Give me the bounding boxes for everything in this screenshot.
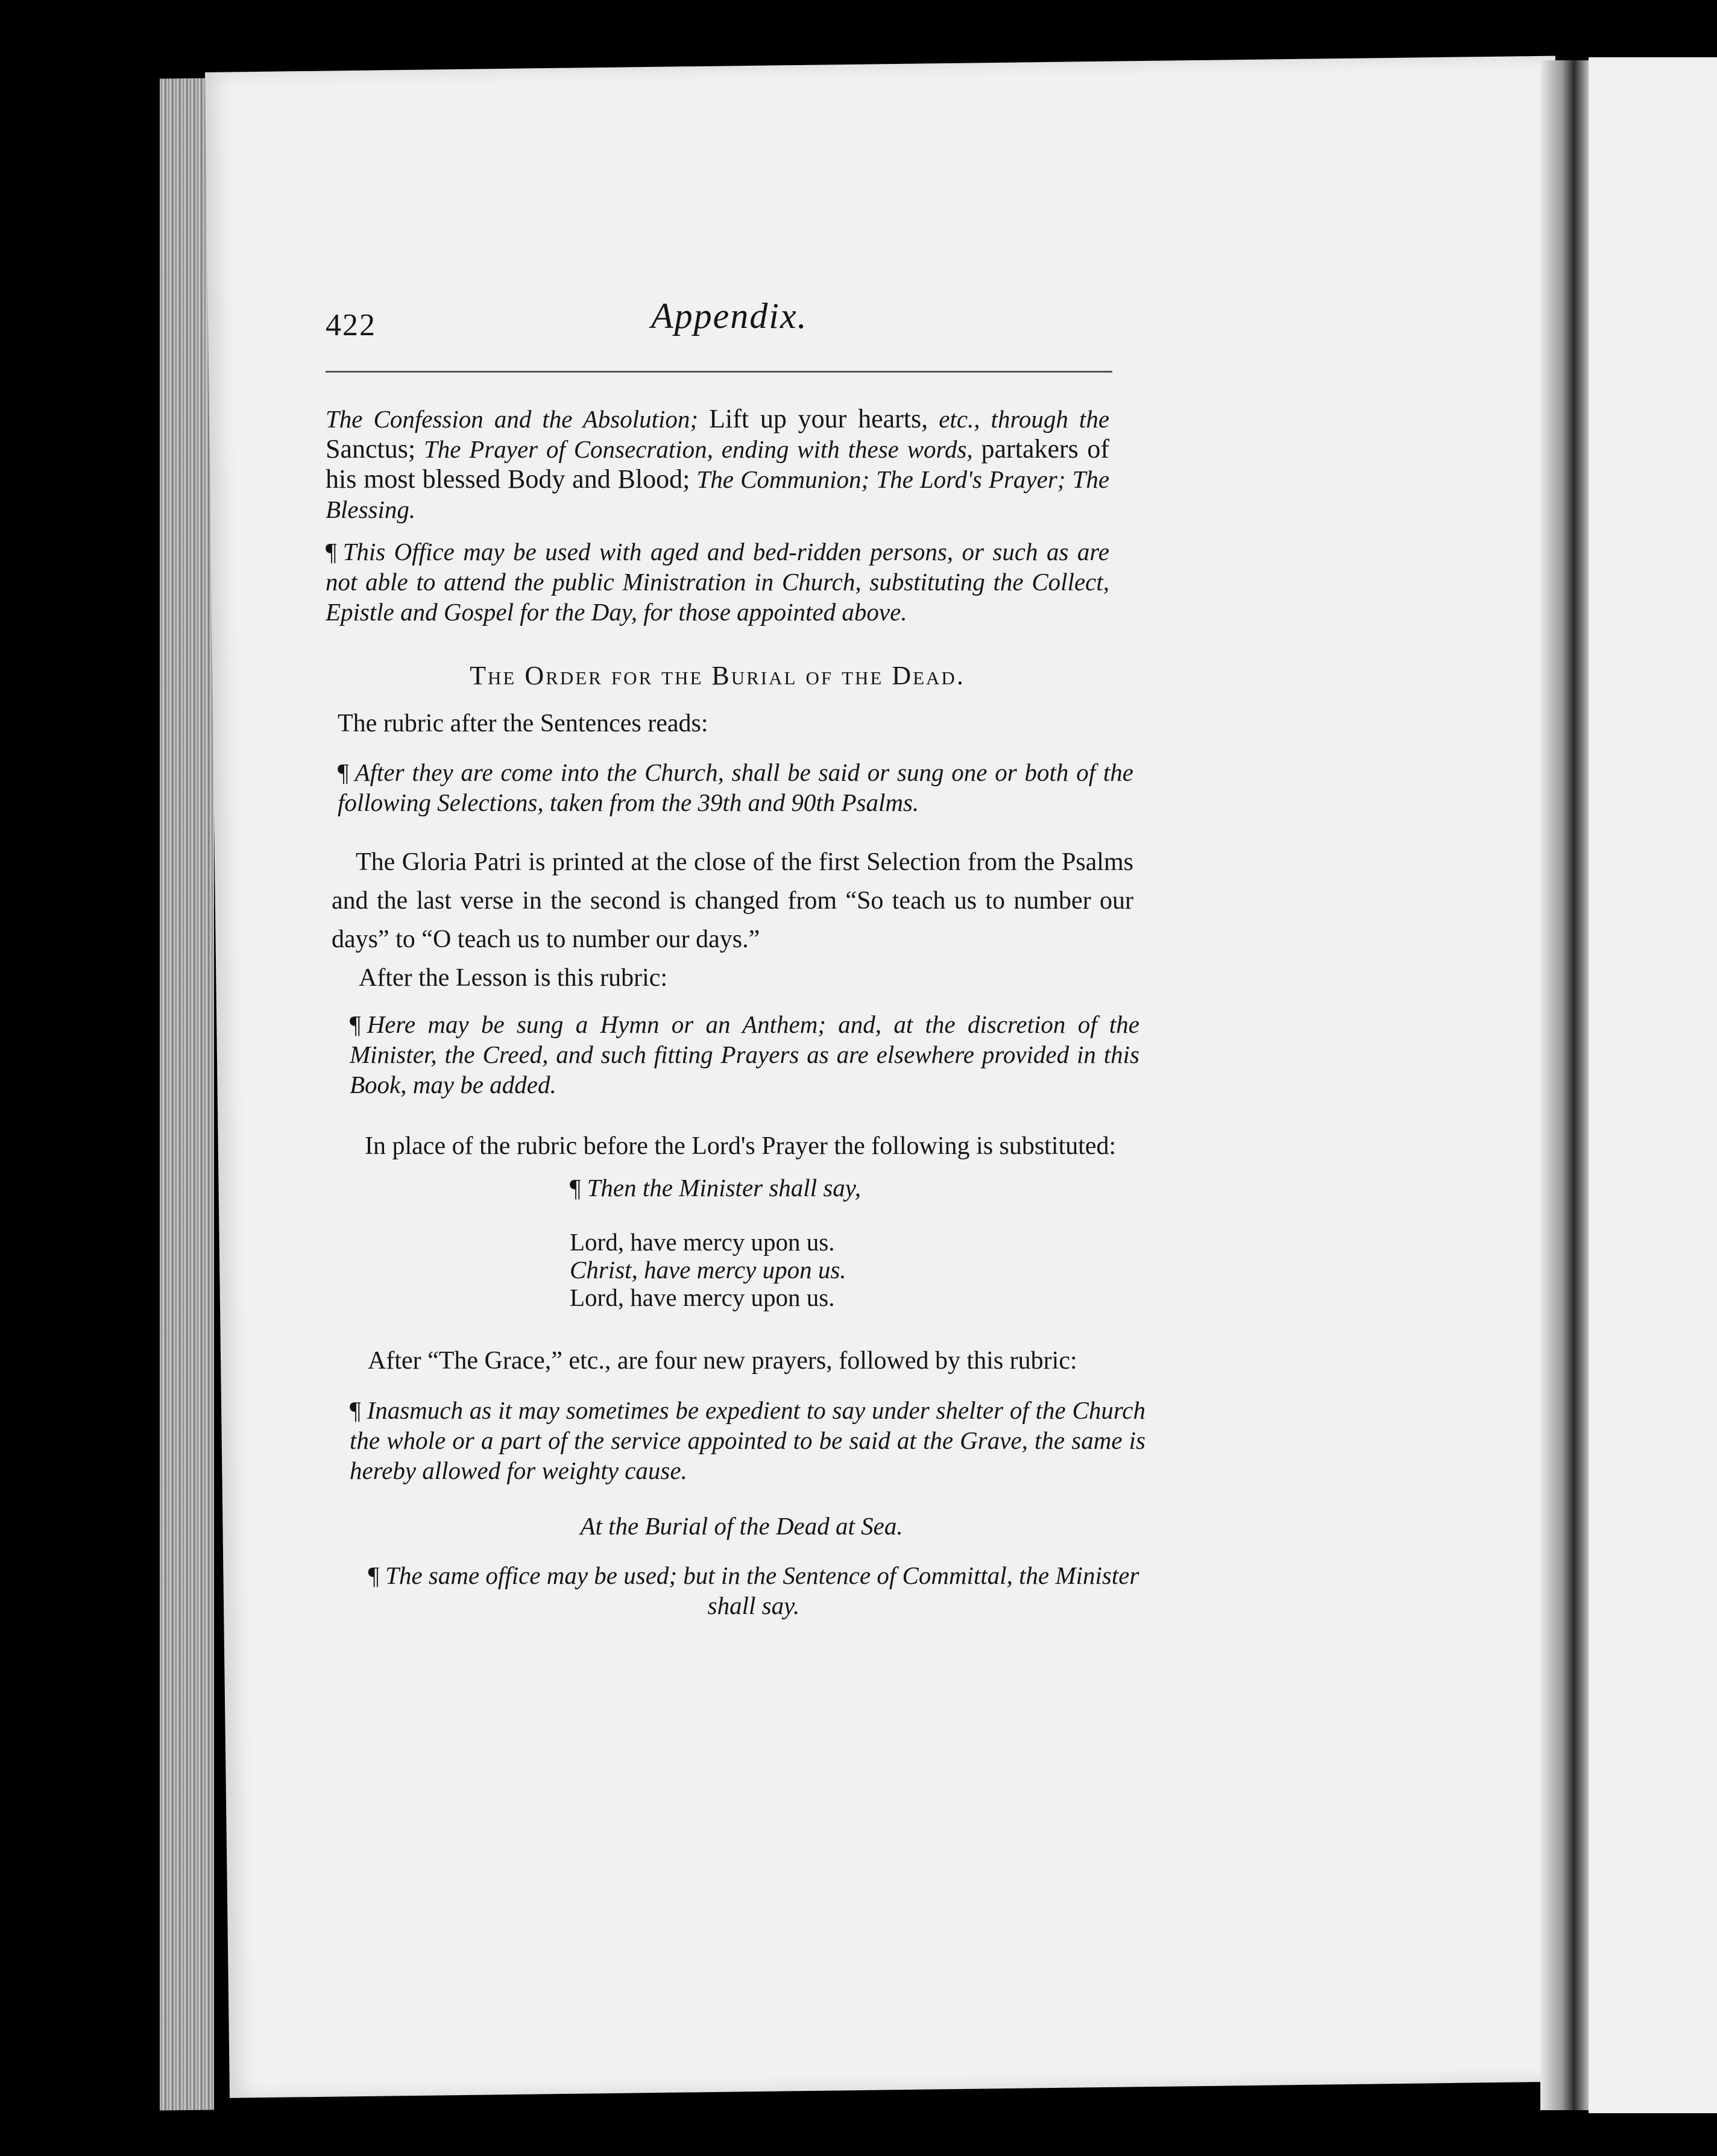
pilcrow-icon: ¶	[350, 1010, 361, 1038]
pilcrow-icon: ¶	[326, 538, 337, 566]
after-lesson-line: After the Lesson is this rubric:	[359, 964, 668, 992]
text-italic: etc., through the	[939, 405, 1110, 433]
rubric-text: Here may be sung a Hymn or an Anthem; and, at the discretion of the Minister, the Creed, and such fitting Prayers as are elsewhere provided in this Book, may be added.	[350, 1010, 1139, 1098]
text-body	[326, 404, 1194, 1621]
text-roman: Lift up your hearts,	[709, 404, 928, 433]
rubric-hymn	[350, 1009, 1139, 1100]
communion-order-paragraph	[326, 404, 1109, 525]
rubric-office	[326, 537, 1109, 627]
header-rule	[326, 371, 1112, 373]
rubric-text: After they are come into the Church, shall be said or sung one or both of the following Selections, taken from the 39th and 90th Psalms.	[338, 758, 1133, 816]
section-heading: The Order for the Burial of the Dead.	[470, 661, 965, 690]
page-header	[326, 235, 1212, 342]
rubric-text: Inasmuch as it may sometimes be expedient to say under shelter of the Church the whole or a part of the service appointed to be said at the Grave, the same is hereby allowed for weighty cause.	[350, 1396, 1145, 1484]
versicle: Christ, have mercy upon us.	[570, 1256, 846, 1284]
page-edges	[160, 78, 214, 2111]
versicle: Lord, have mercy upon us.	[570, 1284, 835, 1311]
after-grace-paragraph: After “The Grace,” etc., are four new prayers, followed by this rubric:	[368, 1347, 1077, 1375]
pilcrow-icon: ¶	[350, 1396, 361, 1424]
versicles	[570, 1228, 1194, 1311]
running-head: Appendix.	[651, 296, 808, 336]
minister-say-rubric	[570, 1171, 1194, 1204]
pilcrow-icon: ¶	[570, 1174, 581, 1202]
page-number: 422	[326, 308, 376, 342]
rubric-inasmuch	[350, 1395, 1145, 1486]
rubric-text: This Office may be used with aged and bed-ridden persons, or such as are not able to attend the public Ministration in Church, substituting the Collect, Epistle and Gospel for the Day, for those appointed above.	[326, 538, 1109, 626]
text-italic: The Confession and the Absolution;	[326, 405, 699, 433]
text-italic: The Prayer of Consecration, ending with these words,	[423, 435, 973, 463]
pilcrow-icon: ¶	[368, 1562, 380, 1589]
gloria-patri-paragraph: The Gloria Patri is printed at the close of the first Selection from the Psalms and the last verse in the second is changed from “So teach us to number our days” to “O teach us to number our days.”	[332, 848, 1133, 953]
rubric-text: Then the Minister shall say,	[587, 1174, 861, 1202]
pilcrow-icon: ¶	[338, 758, 349, 786]
sentences-intro: The rubric after the Sentences reads:	[338, 710, 708, 737]
page-content	[326, 235, 1212, 1619]
text-roman: Sanctus;	[326, 434, 416, 464]
rubric-same-office	[350, 1560, 1158, 1621]
rubric-after-sentences	[338, 757, 1133, 818]
text-italic: The Communion; The Lord's Prayer; The Blessing.	[326, 465, 1110, 523]
text-roman: partakers of his most blessed Body and Blood;	[326, 434, 1110, 494]
versicle: Lord, have mercy upon us.	[570, 1228, 835, 1256]
facing-page	[1589, 57, 1717, 2113]
burial-at-sea-heading: At the Burial of the Dead at Sea.	[580, 1512, 903, 1540]
lords-prayer-paragraph: In place of the rubric before the Lord's Prayer the following is substituted:	[365, 1132, 1117, 1160]
rubric-text: The same office may be used; but in the Sentence of Committal, the Minister shall say.	[385, 1562, 1139, 1619]
book-gutter	[1540, 60, 1589, 2110]
